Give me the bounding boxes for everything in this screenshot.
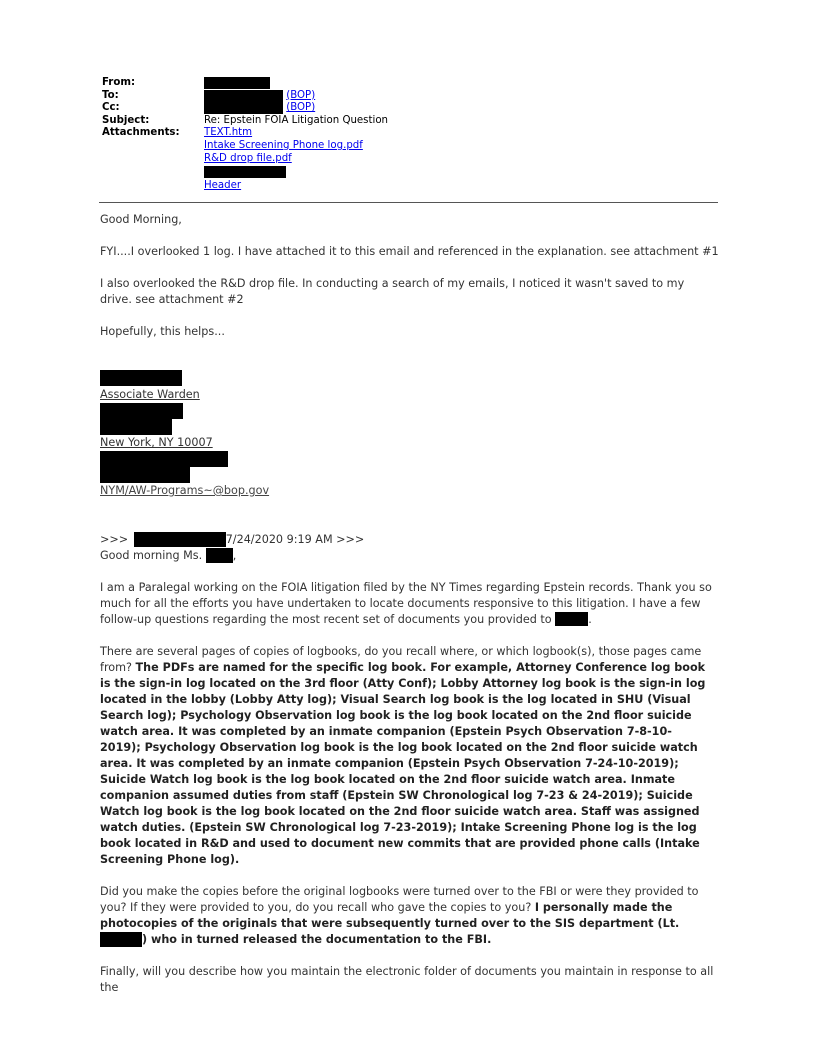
email-link[interactable]: NYM/AW-Programs~@bop.gov <box>100 484 270 497</box>
subject-label: Subject: <box>102 114 150 126</box>
header-divider <box>99 202 718 203</box>
to-label: To: <box>102 89 119 101</box>
subject-row <box>102 115 388 128</box>
to-row <box>102 90 388 103</box>
question-1: I am a Paralegal working on the FOIA litigation filed by the NY Times regarding Epstein records. Thank you so much for all the efforts you have undertaken to locate documents responsive to this litigation. I have a few follow-up questions regarding the most recent set of documents you provided to . <box>100 581 712 626</box>
signature-email <box>100 483 730 499</box>
redaction-block <box>100 370 182 386</box>
signature-title: Associate Warden <box>100 388 200 401</box>
redaction-block <box>134 532 226 547</box>
redaction-block <box>206 548 233 563</box>
greeting-2: Good morning Ms. , <box>100 549 237 562</box>
redaction-block <box>100 403 183 419</box>
quote-prefix: >>> <box>100 533 129 546</box>
quote-header <box>100 532 730 548</box>
redaction-block <box>100 932 142 947</box>
redaction-block <box>100 451 228 467</box>
redaction-block <box>100 467 190 483</box>
to-link[interactable]: (BOP) <box>286 89 316 101</box>
answer-2: The PDFs are named for the specific log book. For example, Attorney Conference log book is the sign-in log located on the 3rd floor (Atty Conf); Lobby Attorney log book is the sign-in log located in the lobby (Lobby Atty log); Visual Search log book is the log located in SHU (Visual Search log); Psychology Observation log book is the log book located on the 2nd floor suicide watch area. It was completed by an inmate companion (Epstein Psych Observation 7-8-10-2019); Psychology Observation log book is the log book located on the 2nd floor suicide watch area. It was completed by an inmate companion (Epstein Psych Observation 7-24-10-2019); Suicide Watch log book is the log book located on the 2nd floor suicide watch area. Inmate companion assumed duties from staff (Epstein SW Chronological log 7-23 & 24-2019); Suicide Watch log book is the log book located on the 2nd floor suicide watch area. Staff was assigned watch duties. (Epstein SW Chronological log 7-23-2019); Intake Screening Phone log is the log book located in R&D and used to document new commits that are provided phone calls (Intake Screening Phone log). <box>100 661 706 866</box>
attachments-label: Attachments: <box>102 127 180 139</box>
redaction-block <box>204 102 283 114</box>
redaction-block <box>100 419 172 435</box>
paragraph-3: Hopefully, this helps... <box>100 325 225 338</box>
question-4: Finally, will you describe how you maintain the electronic folder of documents you maintain in response to all the <box>100 965 714 994</box>
attachment-link[interactable]: Intake Screening Phone log.pdf <box>204 139 363 151</box>
redaction-block <box>555 612 588 626</box>
email-header <box>102 77 388 193</box>
cc-row <box>102 102 388 115</box>
answer-3: I personally made the photocopies of the originals that were subsequently turned over to the SIS department (Lt.) who in turned released the documentation to the FBI. <box>100 901 680 946</box>
question-2: There are several pages of copies of logbooks, do you recall where, or which logbook(s), those pages came from? The PDFs are named for the specific log book. For example, Attorney Conference log book is the sign-in log located on the 3rd floor (Atty Conf); Lobby Attorney log book is the sign-in log located in the lobby (Lobby Atty log); Visual Search log book is the log located in SHU (Visual Search log); Psychology Observation log book is the log book located on the 2nd floor suicide watch area. It was completed by an inmate companion (Epstein Psych Observation 7-8-10-2019); Psychology Observation log book is the log book located on the 2nd floor suicide watch area. It was completed by an inmate companion (Epstein Psych Observation 7-24-10-2019); Suicide Watch log book is the log book located on the 2nd floor suicide watch area. Inmate companion assumed duties from staff (Epstein SW Chronological log 7-23 & 24-2019); Suicide Watch log book is the log book located on the 2nd floor suicide watch area. Staff was assigned watch duties. (Epstein SW Chronological log 7-23-2019); Intake Screening Phone log is the log book located in R&D and used to document new commits that are provided phone calls (Intake Screening Phone log). <box>100 645 706 866</box>
from-label: From: <box>102 77 136 88</box>
from-row <box>102 77 388 90</box>
paragraph-2: I also overlooked the R&D drop file. In conducting a search of my emails, I noticed it wasn't saved to my drive. see attachment #2 <box>100 277 685 306</box>
signature-address: New York, NY 10007 <box>100 436 213 449</box>
cc-label: Cc: <box>102 102 120 114</box>
attachment-link[interactable]: Header <box>204 180 242 192</box>
paragraph-1: FYI....I overlooked 1 log. I have attached it to this email and referenced in the explanation. see attachment #1 <box>100 245 719 258</box>
subject-value: Re: Epstein FOIA Litigation Question <box>204 114 389 126</box>
question-3: Did you make the copies before the original logbooks were turned over to the FBI or were they provided to you? If they were provided to you, do you recall who gave the copies to you? I personally made the photocopies of the originals that were subsequently turned over to the SIS department (Lt.) who in turned released the documentation to the FBI. <box>100 885 699 946</box>
cc-link[interactable]: (BOP) <box>286 102 316 114</box>
redaction-block <box>204 90 283 102</box>
redaction-block <box>204 77 270 89</box>
attachment-link[interactable]: R&D drop file.pdf <box>204 152 292 164</box>
attachment-link[interactable]: TEXT.htm <box>204 127 253 139</box>
quote-date: 7/24/2020 9:19 AM >>> <box>225 533 365 546</box>
attachments-row <box>102 127 388 192</box>
redaction-block <box>204 166 286 178</box>
greeting: Good Morning, <box>100 213 182 226</box>
